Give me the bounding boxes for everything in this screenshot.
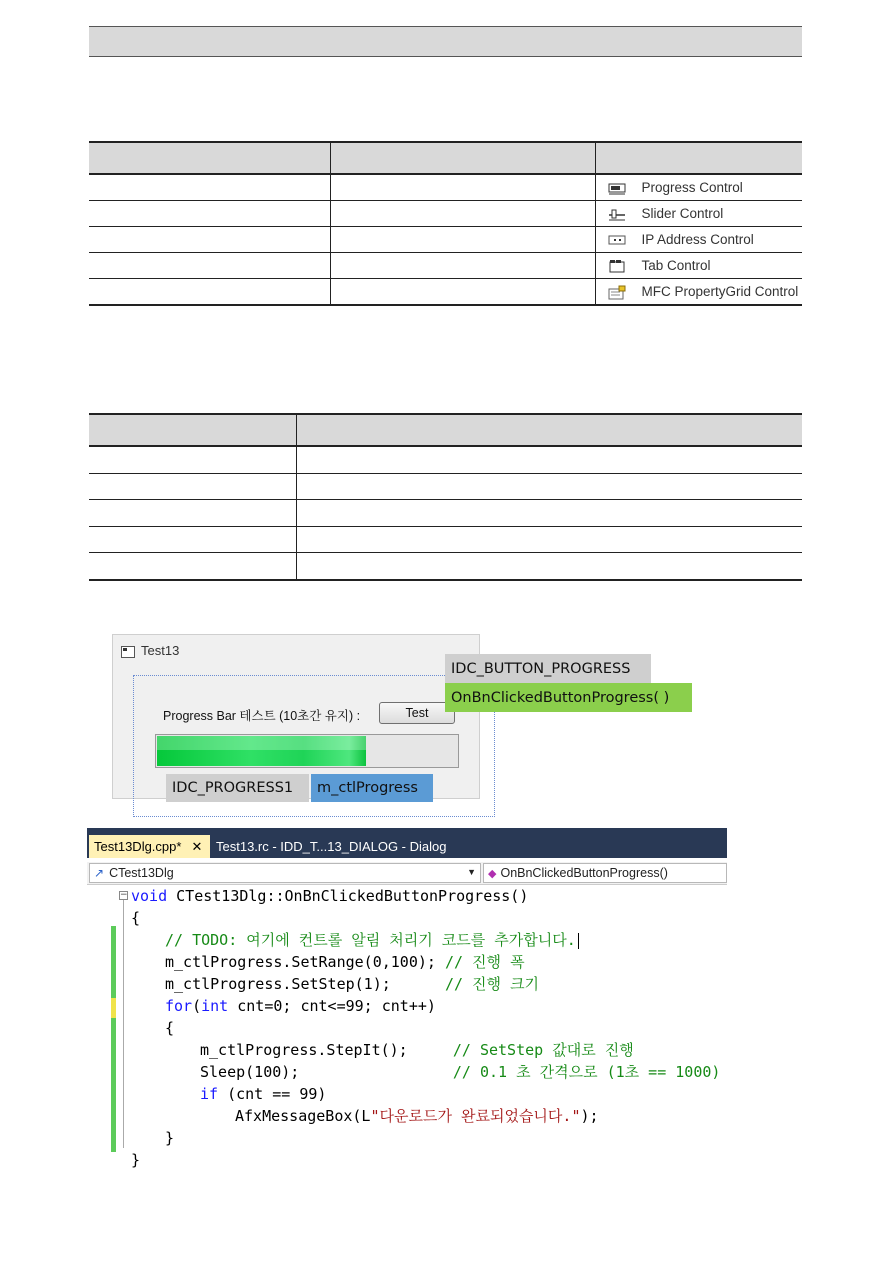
code-line: void CTest13Dlg::OnBnClickedButtonProgress() [131, 887, 529, 905]
progress-label: Progress Bar 테스트 (10초간 유지) : [163, 709, 361, 723]
table-row [89, 174, 802, 201]
window-icon [121, 646, 135, 658]
progress-id-label: IDC_PROGRESS1 [166, 774, 309, 802]
tab-label: Test13.rc - IDD_T...13_DIALOG - Dialog [216, 839, 447, 854]
chevron-down-icon[interactable]: ▼ [467, 867, 476, 877]
member-variable-label: m_ctlProgress [311, 774, 433, 802]
code-line: { [131, 909, 141, 927]
tab-label: Test13Dlg.cpp* [94, 839, 182, 854]
table-header-row [89, 142, 802, 174]
table-row [89, 279, 802, 306]
test-button[interactable]: Test [379, 702, 455, 724]
tab-test13-rc[interactable] [211, 835, 451, 858]
method-combo[interactable] [483, 863, 727, 883]
code-line: } [165, 1129, 175, 1147]
table-header-row [89, 414, 802, 446]
fold-guide [123, 900, 124, 1148]
control-name: Slider Control [641, 205, 724, 221]
dialog-title: Test13 [141, 643, 180, 658]
code-line: AfxMessageBox(L"다운로드가 완료되었습니다."); [235, 1107, 599, 1125]
control-name: Progress Control [641, 179, 743, 195]
code-editor-screenshot [87, 828, 727, 1169]
class-combo-value: CTest13Dlg [109, 866, 174, 880]
code-line: m_ctlProgress.SetStep(1); // 진행 크기 [165, 975, 540, 993]
code-line: // TODO: 여기에 컨트롤 알림 처리기 코드를 추가합니다. [165, 929, 579, 951]
control-name: IP Address Control [641, 231, 754, 247]
close-icon[interactable]: ✕ [191, 838, 203, 854]
dialog-caption [121, 643, 179, 658]
collapse-icon[interactable]: − [120, 890, 128, 900]
code-line: m_ctlProgress.StepIt(); // SetStep 값대로 진행 [200, 1041, 634, 1059]
table-row [89, 227, 802, 253]
class-combo[interactable] [89, 863, 481, 883]
table-row [89, 446, 802, 473]
table-row [89, 526, 802, 553]
table-row [89, 473, 802, 500]
control-name: Tab Control [641, 257, 711, 273]
class-icon: ↗ [94, 866, 105, 880]
table-row [89, 201, 802, 227]
code-line: if (cnt == 99) [200, 1085, 327, 1103]
method-icon: ◆ [488, 867, 497, 880]
property-grid-control-icon [608, 285, 626, 299]
navigation-bar [87, 862, 727, 885]
handler-label: OnBnClickedButtonProgress( ) [445, 683, 692, 712]
table-row [89, 553, 802, 580]
code-line: } [131, 1151, 141, 1169]
tab-test13dlg-cpp[interactable] [89, 835, 210, 858]
table-row [89, 500, 802, 527]
ip-address-control-icon [608, 233, 626, 247]
control-name: MFC PropertyGrid Control [641, 283, 799, 299]
change-marker-saved [111, 926, 116, 1152]
section-title-bar [89, 26, 802, 57]
editor-tab-strip [87, 828, 727, 858]
table-row [89, 253, 802, 279]
code-line: { [165, 1019, 175, 1037]
tab-control-icon [608, 259, 626, 273]
properties-table [89, 413, 802, 581]
controls-table [89, 141, 802, 306]
code-line: m_ctlProgress.SetRange(0,100); // 진행 폭 [165, 953, 525, 971]
slider-control-icon [608, 207, 626, 221]
progress-bar [155, 734, 459, 768]
button-id-label: IDC_BUTTON_PROGRESS [445, 654, 651, 683]
progress-fill [157, 736, 366, 766]
method-combo-value: OnBnClickedButtonProgress() [500, 866, 668, 880]
text-cursor [578, 933, 579, 949]
change-marker-unsaved [111, 998, 116, 1018]
code-line: Sleep(100); // 0.1 초 간격으로 (1초 == 1000) [200, 1063, 721, 1081]
progress-control-icon [608, 181, 626, 195]
code-line: for(int cnt=0; cnt<=99; cnt++) [165, 997, 436, 1015]
